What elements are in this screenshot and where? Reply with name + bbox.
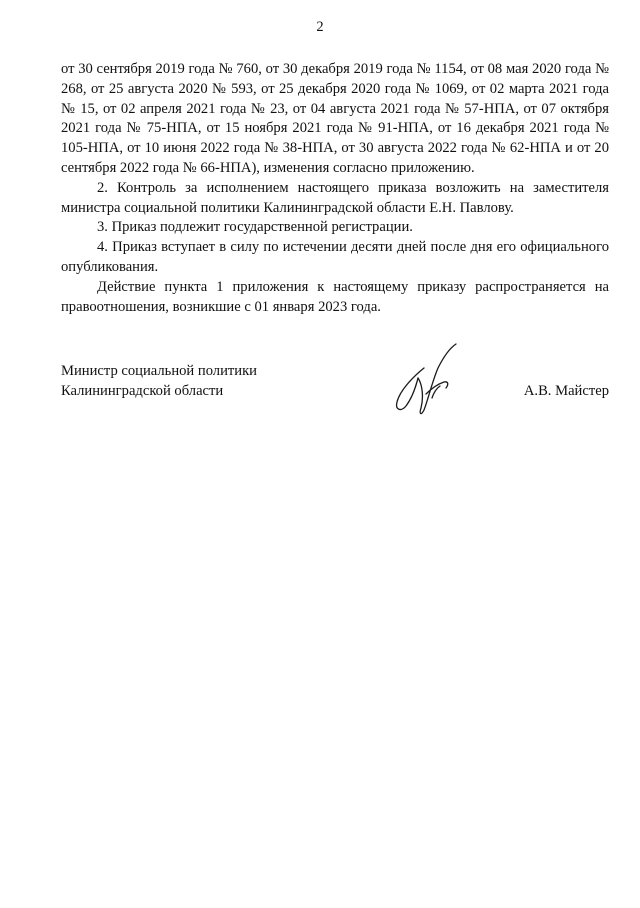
- signatory-title-line-2: Калининградской области: [61, 383, 224, 399]
- paragraph-effect-clause: Действие пункта 1 приложения к настоящему приказу распространяется на правоотношения, возникшие с 01 января 2023 года.: [61, 278, 609, 315]
- page-number: 2: [316, 19, 324, 35]
- signatory-name: А.В. Майстер: [523, 383, 609, 399]
- signature-stroke-main: [418, 344, 456, 414]
- signatory-title: [61, 361, 321, 401]
- signature-block: [61, 361, 609, 421]
- handwritten-signature-icon: [388, 338, 468, 418]
- signature-stroke-loop: [397, 368, 424, 409]
- document-body: [61, 60, 609, 317]
- signatory-title-line-1: Министр социальной политики: [61, 363, 257, 379]
- paragraph-continuation: от 30 сентября 2019 года № 760, от 30 декабря 2019 года № 1154, от 08 мая 2020 года № 268, от 25 августа 2020 № 593, от 25 декабря 2020 года № 1069, от 02 марта 2021 года № 15, от 02 апреля 2021 года № 23, от 04 августа 2021 года № 57-НПА, от 07 октября 2021 года № 75-НПА, от 15 ноября 2021 года № 91-НПА, от 16 декабря 2021 года № 105-НПА, от 10 июня 2022 года № 38-НПА, от 30 августа 2022 года № 62-НПА и от 20 сентября 2022 года № 66-НПА), изменения согласно приложению.: [61, 61, 609, 176]
- paragraph-item-3: 3. Приказ подлежит государственной регистрации.: [97, 219, 413, 236]
- paragraph-item-2: 2. Контроль за исполнением настоящего приказа возложить на заместителя министра социальной политики Калининградской области Е.Н. Павлову.: [61, 179, 609, 216]
- paragraph-item-4: 4. Приказ вступает в силу по истечении десяти дней после дня его официального опубликования.: [61, 239, 609, 275]
